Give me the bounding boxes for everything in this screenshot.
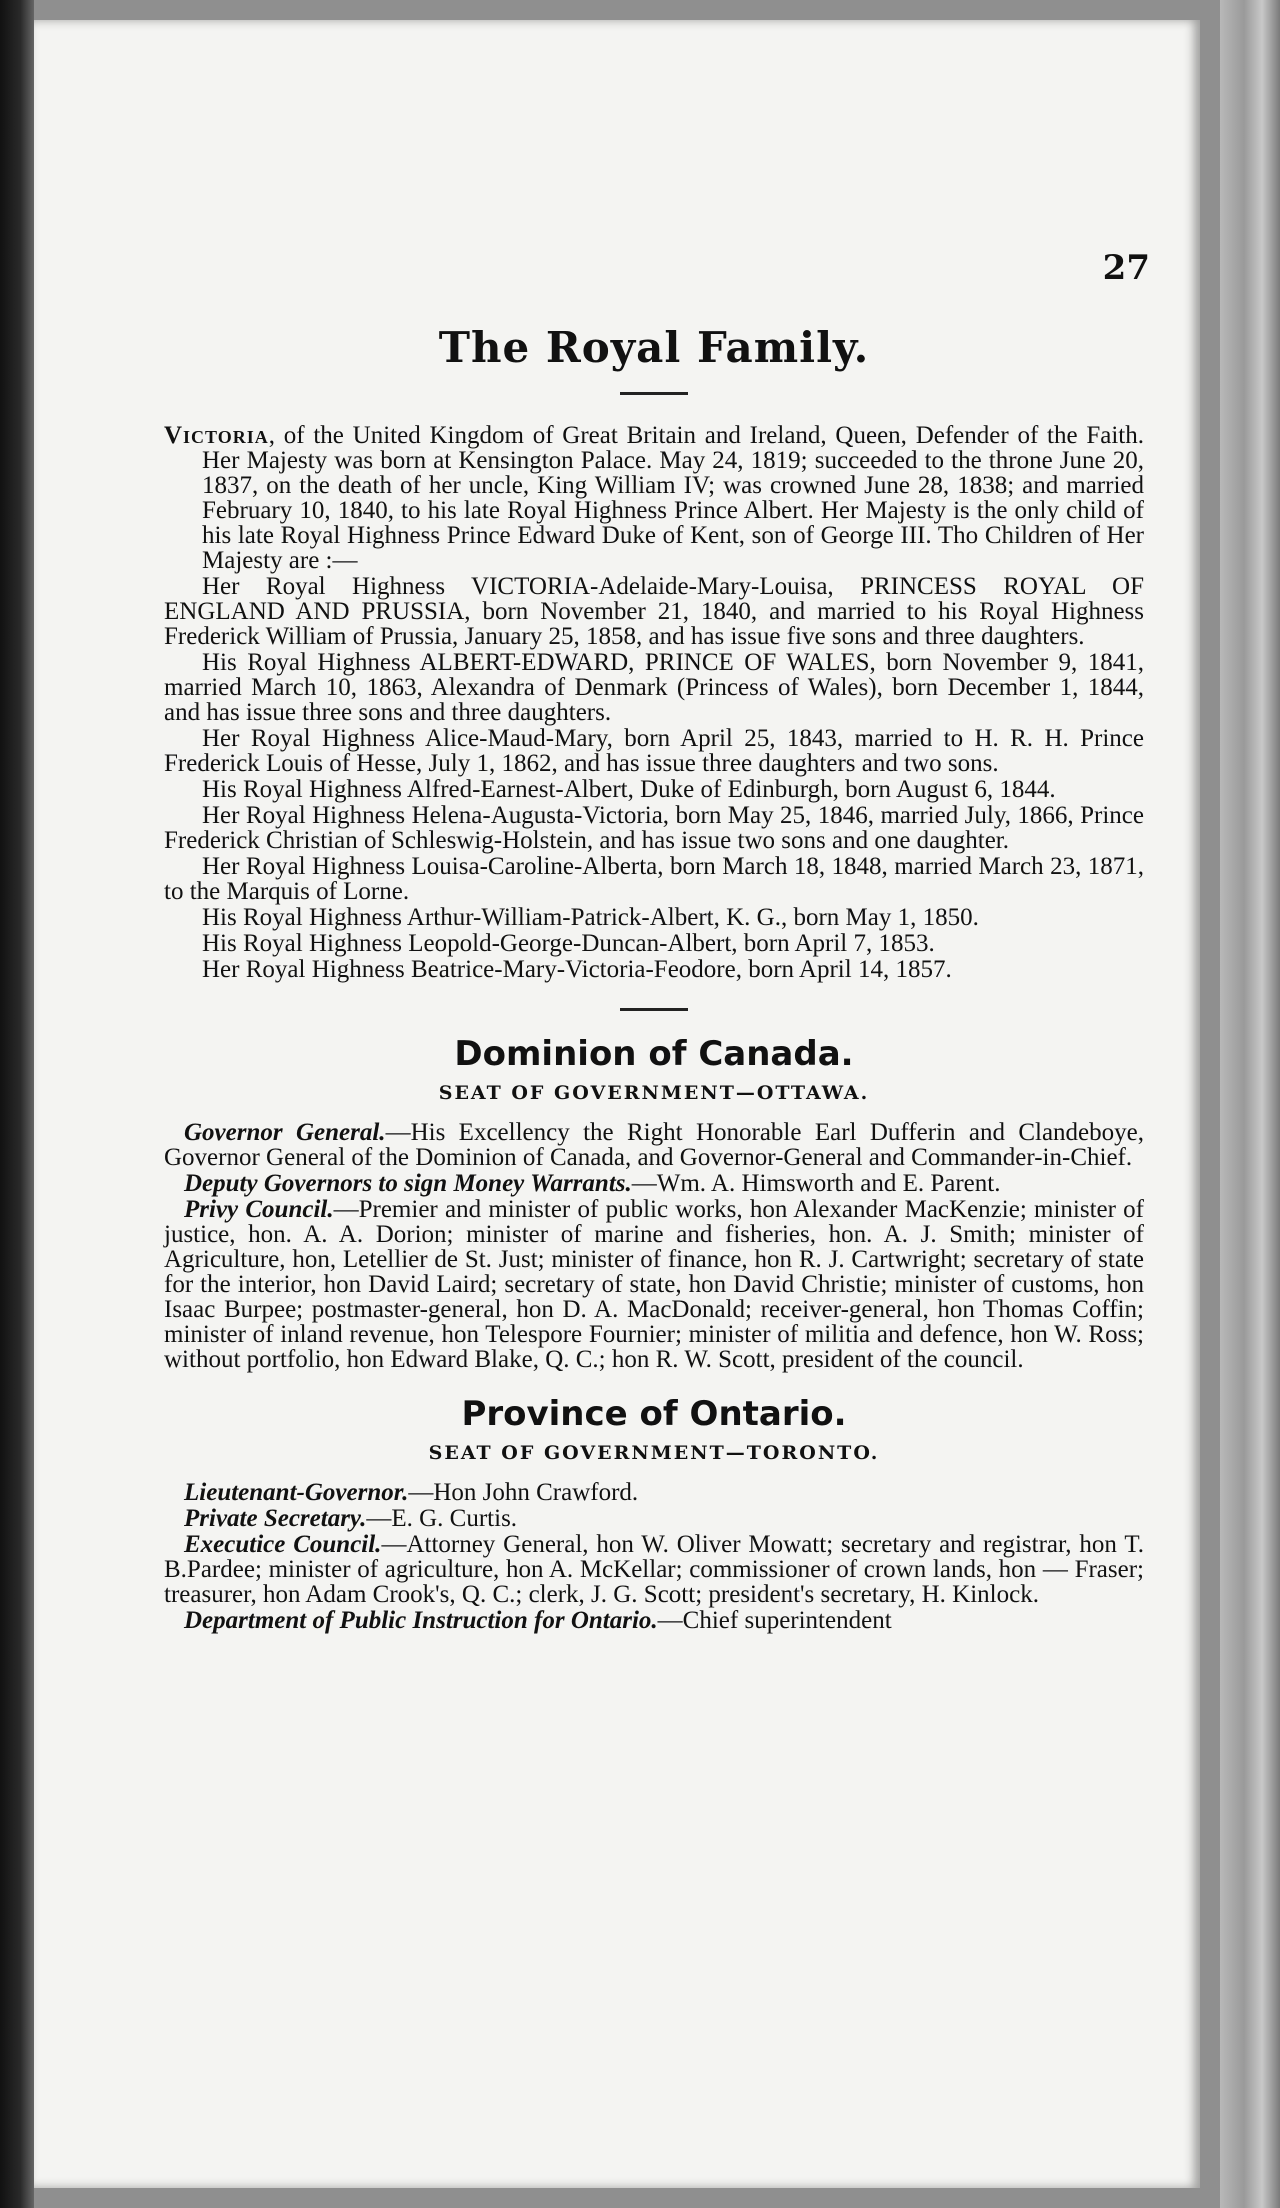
ontario-entry <box>164 1608 1144 1633</box>
entry-text: —Hon John Crawford. <box>408 1479 639 1506</box>
child-entry: Her Royal Highness VICTORIA-Adelaide-Mary-Louisa, PRINCESS ROYAL OF ENGLAND AND PRUSSIA, born November 21, 1840, and married to his Royal Highness Frederick William of Prussia, January 25, 1858, and has issue five sons and three daughters. <box>164 573 1144 650</box>
scan-page-edges <box>1220 0 1280 2208</box>
canada-title: Dominion of Canada. <box>454 1034 854 1074</box>
entry-label: Private Secretary. <box>184 1505 367 1532</box>
ontario-title: Province of Ontario. <box>461 1394 847 1434</box>
entry-text: —Premier and minister of public works, hon Alexander MacKenzie; minister of justice, hon. A. A. Dorion; minister of marine and fisheries, hon. A. J. Smith; minister of Agriculture, hon, Letellier de St. Just; minister of finance, hon R. J. Cartwright; secretary of state for the interior, hon David Laird; secretary of state, hon David Christie; minister of customs, hon Isaac Burpee; postmaster-general, hon D. A. MacDonald; receiver-general, hon Thomas Coffin; minister of inland revenue, hon Telespore Fournier; minister of militia and defence, hon W. Ross; without portfolio, hon Edward Blake, Q. C.; hon R. W. Scott, president of the council. <box>164 1196 1144 1373</box>
entry-label: Governor General. <box>184 1119 386 1146</box>
scan-binding-edge <box>0 0 34 2208</box>
victoria-text: , of the United Kingdom of Great Britain and Ireland, Queen, Defender of the Faith. Her Majesty was born at Kensington Palace. May 24, 1819; succeeded to the throne June 20, 1837, on the death of her uncle, King William IV; was crowned June 28, 1838; and married February 10, 1840, to his late Royal Highness Prince Albert. Her Majesty is the only child of his late Royal Highness Prince Edward Duke of Kent, son of George III. Tho Children of Her Majesty are :— <box>202 422 1144 574</box>
canada-seat: SEAT OF GOVERNMENT—OTTAWA. <box>438 1082 870 1104</box>
child-entry: His Royal Highness ALBERT-EDWARD, PRINCE OF WALES, born November 9, 1841, married March 10, 1863, Alexandra of Denmark (Princess of Wales), born December 1, 1844, and has issue three sons and three daughters. <box>164 649 1144 726</box>
child-entry: Her Royal Highness Helena-Augusta-Victoria, born May 25, 1846, married July, 1866, Prince Frederick Christian of Schleswig-Holstein, and has issue two sons and one daughter. <box>164 802 1144 854</box>
child-entry: His Royal Highness Arthur-William-Patrick-Albert, K. G., born May 1, 1850. <box>202 904 979 931</box>
ontario-entry <box>164 1480 1144 1505</box>
entry-text: —E. G. Curtis. <box>366 1505 518 1532</box>
royal-family-title: The Royal Family. <box>438 323 870 372</box>
child-entry: Her Royal Highness Louisa-Caroline-Alberta, born March 18, 1848, married March 23, 1871, to the Marquis of Lorne. <box>164 853 1144 905</box>
canada-entry <box>164 1120 1144 1170</box>
page-number: 27 <box>1102 248 1150 288</box>
entry-text: —Chief superintendent <box>657 1607 892 1634</box>
entry-text: —Wm. A. Himsworth and E. Parent. <box>631 1170 1001 1197</box>
entry-text: —Attorney General, hon W. Oliver Mowatt; secretary and registrar, hon T. B.Pardee; minister of agriculture, hon A. McKellar; commissioner of crown lands, hon — Fraser; treasurer, hon Adam Crook's, Q. C.; clerk, J. G. Scott; president's secretary, H. Kinlock. <box>164 1531 1144 1608</box>
child-entry: His Royal Highness Alfred-Earnest-Albert, Duke of Edinburgh, born August 6, 1844. <box>202 776 1056 803</box>
entry-label: Executice Council. <box>184 1531 382 1558</box>
entry-label: Privy Council. <box>184 1196 334 1223</box>
section-divider <box>620 1008 688 1011</box>
book-page <box>34 20 1200 2188</box>
page-content <box>164 310 1144 1634</box>
child-entry: Her Royal Highness Alice-Maud-Mary, born April 25, 1843, married to H. R. H. Prince Frederick Louis of Hesse, July 1, 1862, and has issue three daughters and two sons. <box>164 725 1144 777</box>
entry-label: Deputy Governors to sign Money Warrants. <box>184 1170 632 1197</box>
victoria-paragraph <box>164 423 1144 573</box>
entry-label: Lieutenant-Governor. <box>184 1479 409 1506</box>
title-divider <box>620 392 688 395</box>
ontario-entry <box>164 1506 1144 1531</box>
canada-entry <box>164 1197 1144 1372</box>
spacer <box>164 1373 1144 1393</box>
child-entry: His Royal Highness Leopold-George-Duncan-Albert, born April 7, 1853. <box>202 930 935 957</box>
entry-label: Department of Public Instruction for Ontario. <box>184 1607 658 1634</box>
ontario-seat: SEAT OF GOVERNMENT—TORONTO. <box>428 1442 880 1464</box>
entry-text: —His Excellency the Right Honorable Earl Dufferin and Clandeboye, Governor General of the Dominion of Canada, and Governor-General and Commander-in-Chief. <box>164 1119 1144 1171</box>
canada-entry <box>164 1171 1144 1196</box>
ontario-entry <box>164 1532 1144 1607</box>
child-entry: Her Royal Highness Beatrice-Mary-Victoria-Feodore, born April 14, 1857. <box>202 956 952 983</box>
victoria-name: Victoria <box>164 422 269 449</box>
